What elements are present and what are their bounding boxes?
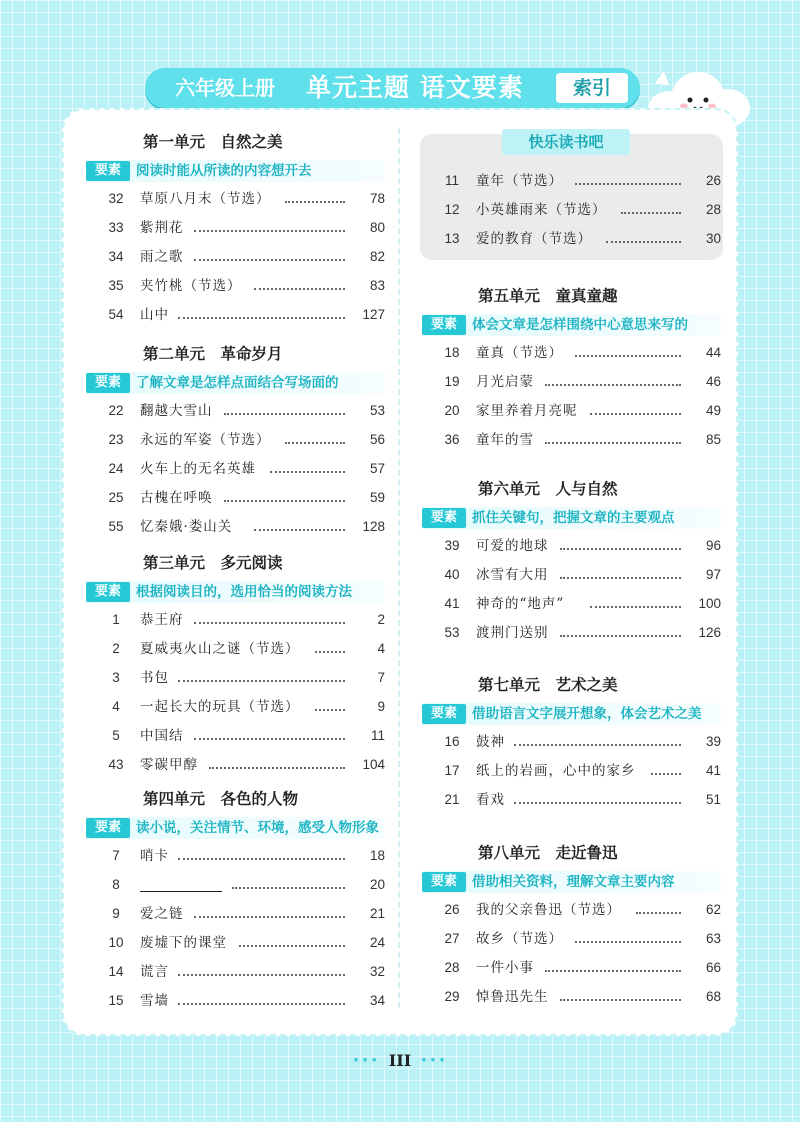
page-number: 96 bbox=[705, 538, 721, 553]
lesson-title: 看戏 bbox=[476, 792, 505, 808]
unit-title: 第七单元 艺术之美 bbox=[478, 676, 618, 694]
lesson-number: 34 bbox=[108, 249, 124, 264]
dot-leader bbox=[315, 709, 345, 711]
yaosu-row bbox=[422, 871, 721, 893]
yaosu-badge: 要素 bbox=[422, 704, 466, 724]
toc-row[interactable] bbox=[100, 752, 385, 778]
lesson-title: 哨卡 bbox=[140, 848, 169, 864]
lesson-number: 53 bbox=[444, 625, 460, 640]
page-number: 9 bbox=[377, 699, 385, 714]
page-number: 24 bbox=[369, 935, 385, 950]
lesson-number: 29 bbox=[444, 989, 460, 1004]
dot-leader bbox=[194, 738, 345, 740]
dot-leader bbox=[651, 773, 681, 775]
page-number: 41 bbox=[705, 763, 721, 778]
page-number: 97 bbox=[705, 567, 721, 582]
yaosu-row bbox=[86, 160, 385, 182]
page-number: 39 bbox=[705, 734, 721, 749]
dot-leader bbox=[178, 974, 345, 976]
yaosu-badge: 要素 bbox=[86, 818, 130, 838]
yaosu-text: 根据阅读目的，选用恰当的阅读方法 bbox=[136, 584, 352, 600]
unit-title: 第八单元 走近鲁迅 bbox=[478, 844, 618, 862]
yaosu-badge: 要素 bbox=[86, 582, 130, 602]
dot-leader bbox=[606, 241, 681, 243]
page-number: 126 bbox=[698, 625, 721, 640]
yaosu-text: 读小说，关注情节、环境，感受人物形象 bbox=[136, 820, 379, 836]
dot-leader bbox=[315, 651, 345, 653]
page-number: 56 bbox=[369, 432, 385, 447]
lesson-number: 15 bbox=[108, 993, 124, 1008]
column-divider bbox=[398, 128, 400, 1008]
yaosu-badge: 要素 bbox=[86, 161, 130, 181]
lesson-title: 童年（节选） bbox=[476, 173, 563, 189]
yaosu-text: 体会文章是怎样围绕中心意思来写的 bbox=[472, 317, 688, 333]
dot-leader bbox=[270, 471, 345, 473]
page-number: 128 bbox=[362, 519, 385, 534]
toc-row[interactable] bbox=[100, 427, 385, 453]
yaosu-text: 了解文章是怎样点面结合写场面的 bbox=[136, 375, 339, 391]
lesson-number: 26 bbox=[444, 902, 460, 917]
toc-row[interactable] bbox=[100, 930, 385, 956]
dot-leader bbox=[194, 916, 345, 918]
lesson-title: 书包 bbox=[140, 670, 169, 686]
toc-row[interactable] bbox=[436, 533, 721, 559]
dot-leader bbox=[254, 288, 345, 290]
lesson-title: 家里养着月亮呢 bbox=[476, 403, 578, 419]
lesson-number: 17 bbox=[444, 763, 460, 778]
dot-leader bbox=[560, 577, 681, 579]
lesson-title: 零碳甲醇 bbox=[140, 757, 198, 773]
dot-leader bbox=[575, 183, 681, 185]
toc-row[interactable] bbox=[436, 340, 721, 366]
lesson-number: 18 bbox=[444, 345, 460, 360]
lesson-number: 2 bbox=[112, 641, 120, 656]
dot-leader bbox=[575, 355, 681, 357]
toc-row[interactable] bbox=[436, 226, 721, 252]
dot-leader bbox=[285, 442, 345, 444]
yaosu-text: 抓住关键句，把握文章的主要观点 bbox=[472, 510, 675, 526]
page-number: 68 bbox=[705, 989, 721, 1004]
header-grade: 六年级上册 bbox=[175, 76, 275, 100]
yaosu-text: 阅读时能从所读的内容想开去 bbox=[136, 163, 312, 179]
lesson-number: 25 bbox=[108, 490, 124, 505]
lesson-number: 12 bbox=[444, 202, 460, 217]
toc-row[interactable] bbox=[436, 369, 721, 395]
lesson-number: 33 bbox=[108, 220, 124, 235]
toc-row[interactable] bbox=[436, 562, 721, 588]
lesson-title: 鼓神 bbox=[476, 734, 505, 750]
yaosu-row bbox=[422, 703, 721, 725]
lesson-number: 10 bbox=[108, 935, 124, 950]
toc-row[interactable] bbox=[436, 897, 721, 923]
yaosu-row bbox=[86, 581, 385, 603]
lesson-number: 55 bbox=[108, 519, 124, 534]
dot-leader bbox=[590, 606, 681, 608]
unit-title: 第四单元 各色的人物 bbox=[143, 790, 299, 808]
dot-leader bbox=[545, 384, 681, 386]
page-number: 63 bbox=[705, 931, 721, 946]
lesson-title: 古槐在呼唤 bbox=[140, 490, 213, 506]
dot-leader bbox=[560, 548, 681, 550]
toc-row[interactable] bbox=[436, 984, 721, 1010]
toc-row[interactable] bbox=[100, 215, 385, 241]
toc-row[interactable] bbox=[436, 926, 721, 952]
lesson-title: 夏威夷火山之谜（节选） bbox=[140, 641, 300, 657]
toc-row[interactable] bbox=[100, 843, 385, 869]
lesson-number: 16 bbox=[444, 734, 460, 749]
toc-row[interactable] bbox=[100, 244, 385, 270]
lesson-title: 恭王府 bbox=[140, 612, 184, 628]
lesson-number: 1 bbox=[112, 612, 120, 627]
page-number: 82 bbox=[369, 249, 385, 264]
yaosu-row bbox=[422, 314, 721, 336]
toc-row[interactable] bbox=[100, 398, 385, 424]
lesson-number: 28 bbox=[444, 960, 460, 975]
dot-leader bbox=[209, 767, 345, 769]
kuaile-label: 快乐读书吧 bbox=[528, 133, 604, 151]
lesson-title: 中国结 bbox=[140, 728, 184, 744]
footer-dots-left: ••• bbox=[352, 1053, 380, 1068]
yaosu-badge: 要素 bbox=[422, 508, 466, 528]
dot-leader bbox=[560, 635, 681, 637]
yaosu-badge: 要素 bbox=[86, 373, 130, 393]
dot-leader bbox=[590, 413, 681, 415]
toc-row[interactable] bbox=[100, 607, 385, 633]
yaosu-row bbox=[86, 817, 385, 839]
lesson-number: 41 bbox=[444, 596, 460, 611]
toc-row[interactable] bbox=[436, 168, 721, 194]
toc-row[interactable] bbox=[100, 872, 385, 898]
page-number: 100 bbox=[698, 596, 721, 611]
lesson-number: 20 bbox=[444, 403, 460, 418]
lesson-title: 神奇的“地声” bbox=[476, 596, 565, 612]
lesson-number: 5 bbox=[112, 728, 120, 743]
dot-leader bbox=[239, 945, 345, 947]
lesson-number: 27 bbox=[444, 931, 460, 946]
lesson-title: 废墟下的课堂 bbox=[140, 935, 227, 951]
lesson-number: 36 bbox=[444, 432, 460, 447]
dot-leader bbox=[575, 941, 681, 943]
lesson-title: 爱的教育（节选） bbox=[476, 231, 592, 247]
lesson-title: 雪墙 bbox=[140, 993, 169, 1009]
toc-row[interactable] bbox=[100, 273, 385, 299]
lesson-title: 渡荆门送别 bbox=[476, 625, 549, 641]
toc-row[interactable] bbox=[436, 197, 721, 223]
lesson-number: 40 bbox=[444, 567, 460, 582]
lesson-title: 悼鲁迅先生 bbox=[476, 989, 549, 1005]
page-number: 46 bbox=[705, 374, 721, 389]
lesson-title: 童真（节选） bbox=[476, 345, 563, 361]
dot-leader bbox=[224, 413, 345, 415]
page-number: 78 bbox=[369, 191, 385, 206]
lesson-title: 可爱的地球 bbox=[476, 538, 549, 554]
toc-row[interactable] bbox=[100, 901, 385, 927]
lesson-title: 雨之歌 bbox=[140, 249, 184, 265]
page-number: 83 bbox=[369, 278, 385, 293]
lesson-title: 月光启蒙 bbox=[476, 374, 534, 390]
page-number: 20 bbox=[369, 877, 385, 892]
dot-leader bbox=[224, 500, 345, 502]
dot-leader bbox=[285, 201, 345, 203]
lesson-number: 54 bbox=[108, 307, 124, 322]
yaosu-row bbox=[86, 372, 385, 394]
footer-dots-right: ••• bbox=[420, 1053, 448, 1068]
toc-row[interactable] bbox=[436, 591, 721, 617]
lesson-number: 13 bbox=[444, 231, 460, 246]
dot-leader bbox=[232, 887, 345, 889]
lesson-title: 一件小事 bbox=[476, 960, 534, 976]
lesson-title: 火车上的无名英雄 bbox=[140, 461, 256, 477]
yaosu-badge: 要素 bbox=[422, 315, 466, 335]
unit-title: 第六单元 人与自然 bbox=[478, 480, 618, 498]
lesson-number: 43 bbox=[108, 757, 124, 772]
page-number: 127 bbox=[362, 307, 385, 322]
toc-row[interactable] bbox=[100, 485, 385, 511]
page-number: 66 bbox=[705, 960, 721, 975]
lesson-number: 22 bbox=[108, 403, 124, 418]
lesson-title: 冰雪有大用 bbox=[476, 567, 549, 583]
lesson-number: 39 bbox=[444, 538, 460, 553]
dot-leader bbox=[194, 622, 345, 624]
page-number: 53 bbox=[369, 403, 385, 418]
page-number: 34 bbox=[369, 993, 385, 1008]
lesson-number: 23 bbox=[108, 432, 124, 447]
dot-leader bbox=[514, 744, 681, 746]
lesson-title: 紫荆花 bbox=[140, 220, 184, 236]
page-number: 2 bbox=[377, 612, 385, 627]
lesson-number: 19 bbox=[444, 374, 460, 389]
toc-row[interactable] bbox=[436, 758, 721, 784]
yaosu-badge: 要素 bbox=[422, 872, 466, 892]
yaosu-text: 借助语言文字展开想象，体会艺术之美 bbox=[472, 706, 702, 722]
toc-row[interactable] bbox=[100, 665, 385, 691]
toc-row[interactable] bbox=[436, 427, 721, 453]
dot-leader bbox=[636, 912, 681, 914]
lesson-title: 童年的雪 bbox=[476, 432, 534, 448]
dot-leader bbox=[178, 1003, 345, 1005]
page-number: 11 bbox=[370, 728, 385, 743]
page-number: 4 bbox=[377, 641, 385, 656]
dot-leader bbox=[545, 442, 681, 444]
lesson-number: 8 bbox=[112, 877, 120, 892]
toc-row[interactable] bbox=[436, 398, 721, 424]
lesson-number: 14 bbox=[108, 964, 124, 979]
lesson-number: 24 bbox=[108, 461, 124, 476]
page-footer bbox=[0, 1048, 800, 1072]
lesson-title: 我的父亲鲁迅（节选） bbox=[476, 902, 621, 918]
unit-title: 第二单元 革命岁月 bbox=[143, 345, 283, 363]
toc-row[interactable] bbox=[436, 729, 721, 755]
page-number: 49 bbox=[705, 403, 721, 418]
lesson-title: 一起长大的玩具（节选） bbox=[140, 699, 300, 715]
toc-row[interactable] bbox=[100, 988, 385, 1014]
lesson-title: 纸上的岩画，心中的家乡 bbox=[476, 763, 636, 779]
page-number: 28 bbox=[705, 202, 721, 217]
lesson-title-blank bbox=[140, 891, 222, 892]
lesson-title: 翻越大雪山 bbox=[140, 403, 213, 419]
page-number: 80 bbox=[369, 220, 385, 235]
toc-row[interactable] bbox=[436, 620, 721, 646]
page-number: 18 bbox=[369, 848, 385, 863]
dot-leader bbox=[545, 970, 681, 972]
lesson-number: 32 bbox=[108, 191, 124, 206]
lesson-number: 21 bbox=[444, 792, 460, 807]
lesson-title: 故乡（节选） bbox=[476, 931, 563, 947]
lesson-number: 9 bbox=[112, 906, 120, 921]
dot-leader bbox=[621, 212, 681, 214]
lesson-title: 谎言 bbox=[140, 964, 169, 980]
toc-row[interactable] bbox=[100, 723, 385, 749]
lesson-title: 草原八月末（节选） bbox=[140, 191, 271, 207]
page-number: 26 bbox=[705, 173, 721, 188]
unit-title: 第一单元 自然之美 bbox=[143, 133, 283, 151]
toc-row[interactable] bbox=[100, 456, 385, 482]
page-number: 51 bbox=[705, 792, 721, 807]
dot-leader bbox=[560, 999, 681, 1001]
lesson-title: 小英雄雨来（节选） bbox=[476, 202, 607, 218]
lesson-number: 7 bbox=[112, 848, 120, 863]
lesson-number: 11 bbox=[444, 173, 459, 188]
page-number: 44 bbox=[705, 345, 721, 360]
page-number: 62 bbox=[705, 902, 721, 917]
lesson-title: 夹竹桃（节选） bbox=[140, 278, 242, 294]
toc-row[interactable] bbox=[436, 787, 721, 813]
yaosu-text: 借助相关资料，理解文章主要内容 bbox=[472, 874, 675, 890]
dot-leader bbox=[178, 680, 345, 682]
unit-title: 第五单元 童真童趣 bbox=[478, 287, 618, 305]
page-number: 21 bbox=[369, 906, 385, 921]
page-number: 104 bbox=[362, 757, 385, 772]
lesson-number: 3 bbox=[112, 670, 120, 685]
page-number: 30 bbox=[705, 231, 721, 246]
header-index-label: 索引 bbox=[556, 73, 628, 103]
page-number: 59 bbox=[369, 490, 385, 505]
dot-leader bbox=[194, 230, 345, 232]
toc-row[interactable] bbox=[100, 959, 385, 985]
toc-row[interactable] bbox=[100, 636, 385, 662]
dot-leader bbox=[178, 317, 345, 319]
lesson-title: 永远的军姿（节选） bbox=[140, 432, 271, 448]
header-title: 单元主题 语文要素 bbox=[306, 73, 524, 102]
page-number: 57 bbox=[369, 461, 385, 476]
lesson-title: 山中 bbox=[140, 307, 169, 323]
dot-leader bbox=[514, 802, 681, 804]
lesson-number: 35 bbox=[108, 278, 124, 293]
toc-row[interactable] bbox=[100, 302, 385, 328]
page-number: 85 bbox=[705, 432, 721, 447]
toc-row[interactable] bbox=[436, 955, 721, 981]
lesson-number: 4 bbox=[112, 699, 120, 714]
dot-leader bbox=[254, 529, 345, 531]
dot-leader bbox=[194, 259, 345, 261]
toc-row[interactable] bbox=[100, 186, 385, 212]
lesson-title: 爱之链 bbox=[140, 906, 184, 922]
unit-title: 第三单元 多元阅读 bbox=[143, 554, 283, 572]
dot-leader bbox=[178, 858, 345, 860]
lesson-title: 忆秦娥·娄山关 bbox=[140, 519, 233, 535]
page-number: 32 bbox=[369, 964, 385, 979]
toc-row[interactable] bbox=[100, 694, 385, 720]
page-number: III bbox=[388, 1050, 412, 1070]
toc-row[interactable] bbox=[100, 514, 385, 540]
yaosu-row bbox=[422, 507, 721, 529]
page-number: 7 bbox=[377, 670, 385, 685]
